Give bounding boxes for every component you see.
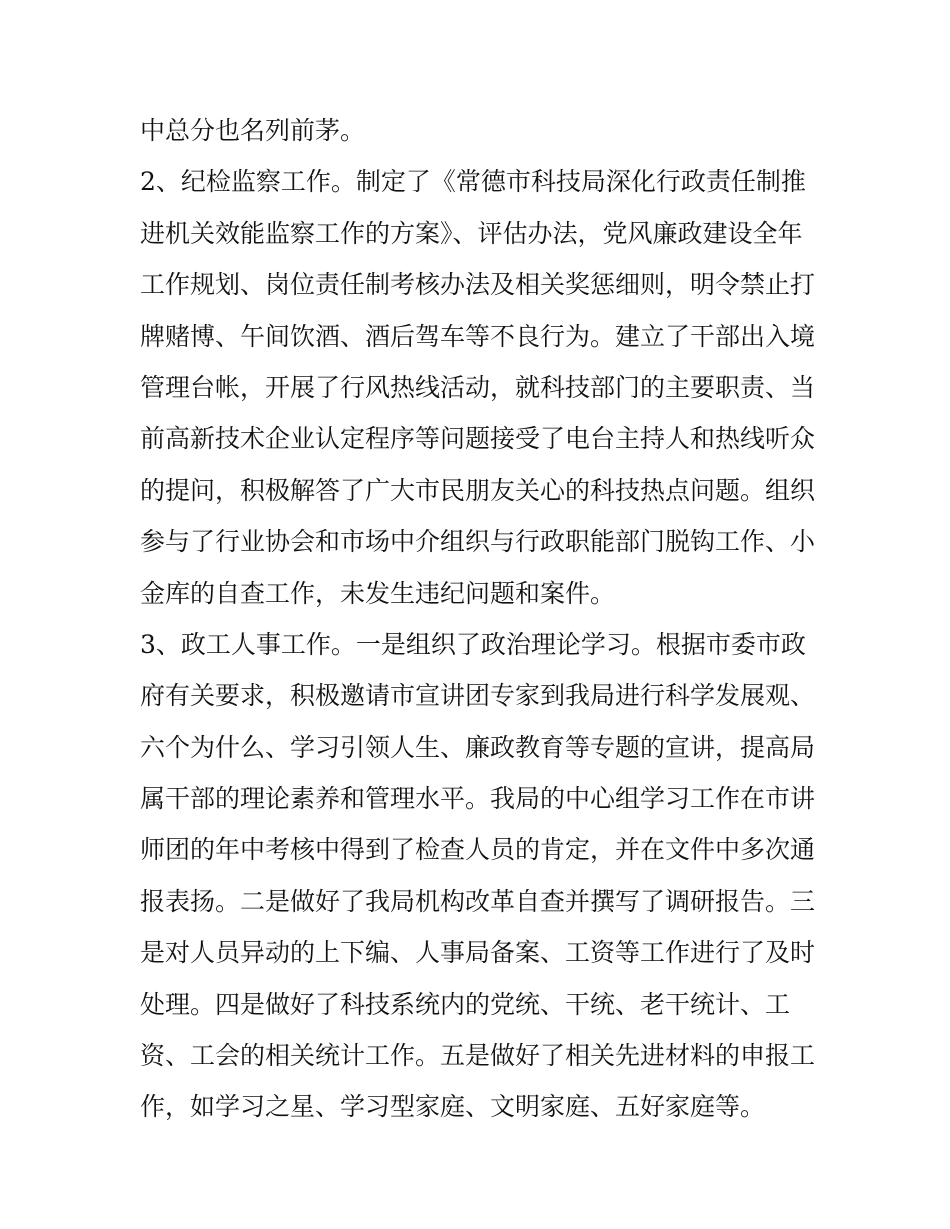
- text-line: 前高新技术企业认定程序等问题接受了电台主持人和热线听众: [140, 424, 816, 454]
- body-text: [140, 105, 820, 1133]
- text-line: 3、政工人事工作。一是组织了政治理论学习。根据市委市政: [140, 629, 806, 659]
- text-line: 属干部的理论素养和管理水平。我局的中心组学习工作在市讲: [140, 784, 816, 814]
- text-line: 工作规划、岗位责任制考核办法及相关奖惩细则，明令禁止打: [140, 270, 816, 300]
- text-line: 资、工会的相关统计工作。五是做好了相关先进材料的申报工: [140, 1041, 816, 1071]
- text-line: 作，如学习之星、学习型家庭、文明家庭、五好家庭等。: [140, 1092, 766, 1122]
- text-line: 报表扬。二是做好了我局机构改革自查并撰写了调研报告。三: [140, 886, 816, 916]
- text-line: 牌赌博、午间饮酒、酒后驾车等不良行为。建立了干部出入境: [140, 321, 816, 351]
- text-line: 的提问，积极解答了广大市民朋友关心的科技热点问题。组织: [140, 475, 816, 505]
- text-line: 处理。四是做好了科技系统内的党统、干统、老干统计、工: [140, 989, 791, 1019]
- text-line: 师团的年中考核中得到了检查人员的肯定，并在文件中多次通: [140, 835, 816, 865]
- text-line: 参与了行业协会和市场中介组织与行政职能部门脱钩工作、小: [140, 527, 816, 557]
- text-line: 是对人员异动的上下编、人事局备案、工资等工作进行了及时: [140, 938, 816, 968]
- text-line: 2、纪检监察工作。制定了《常德市科技局深化行政责任制推: [140, 167, 806, 197]
- text-line: 六个为什么、学习引领人生、廉政教育等专题的宣讲，提高局: [140, 732, 816, 762]
- text-line: 进机关效能监察工作的方案》、评估办法，党风廉政建设全年: [140, 218, 803, 248]
- text-line: 金库的自查工作，未发生违纪问题和案件。: [140, 578, 616, 608]
- text-line: 中总分也名列前茅。: [140, 116, 366, 145]
- text-line: 府有关要求，积极邀请市宣讲团专家到我局进行科学发展观、: [140, 681, 816, 711]
- text-line: 管理台帐，开展了行风热线活动，就科技部门的主要职责、当: [140, 372, 816, 402]
